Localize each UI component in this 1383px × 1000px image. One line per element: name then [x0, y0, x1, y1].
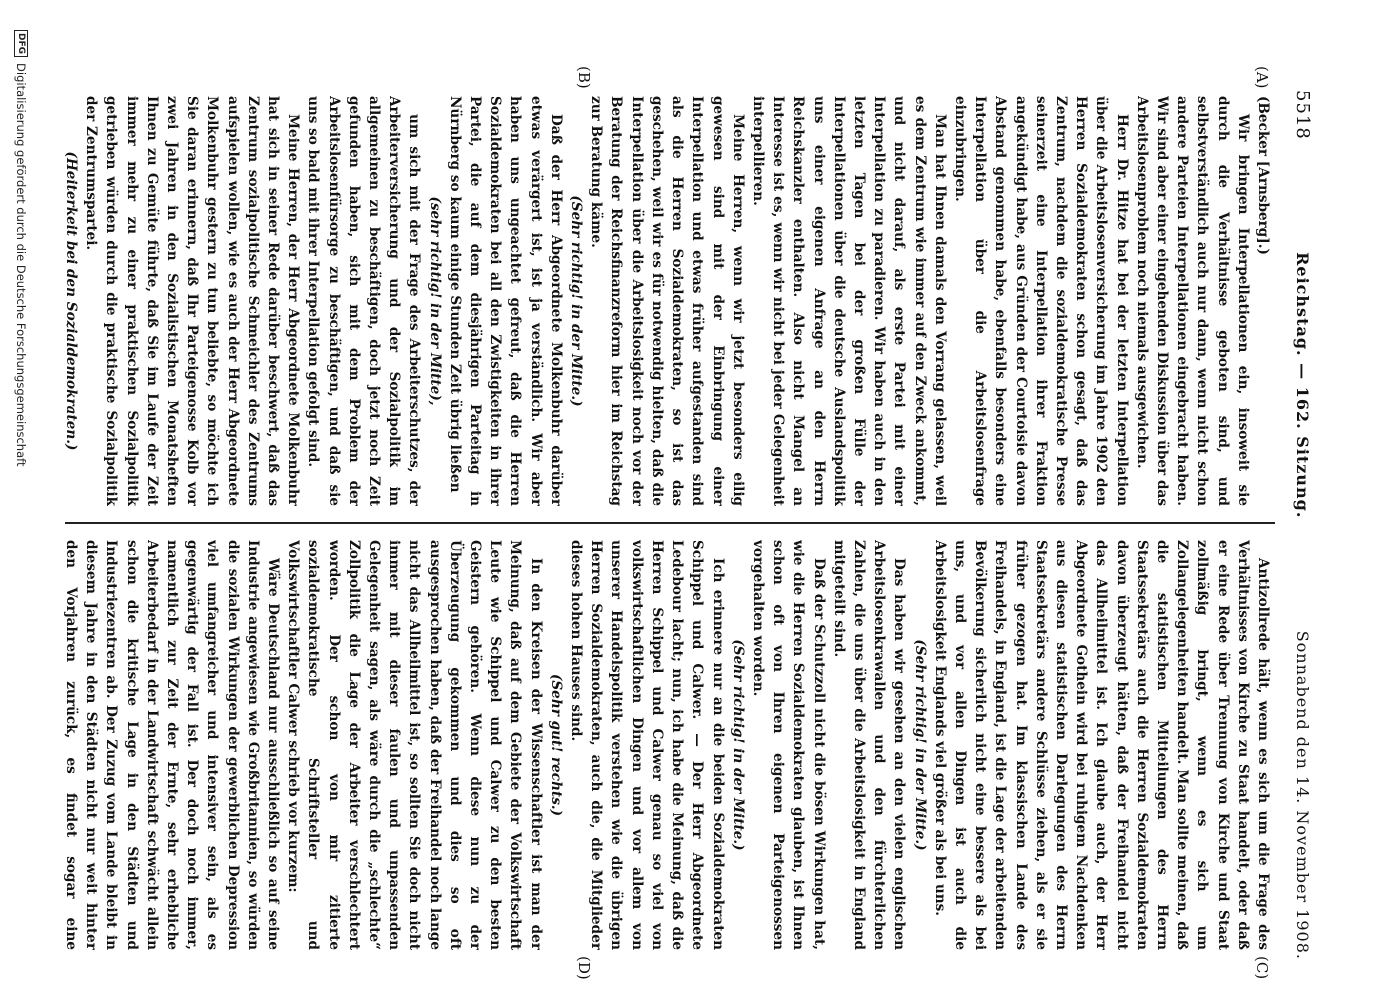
text-paragraph: Herr Dr. Hitze hat bei der letzten Interpellation über die Arbeitslosenversicherung im Jahre 1902 den Herren Sozialdemokraten schon gesagt, daß das Zentrum, nachdem die sozialdemokratische Presse seinerzeit eine Interpellation ihrer Fraktion angekündigt habe, aus Gründen der Courtoisie davon Abstand genommen habe, ebenfalls besonders eine Interpellation über die Arbeitslosenfrage einzubringen.: [951, 96, 1130, 506]
running-title: Reichstag. — 162. Sitzung.: [1293, 252, 1313, 519]
text-paragraph: um sich mit der Frage des Arbeiterschutzes, der Arbeiterversicherung und der Sozialpolitik im allgemeinen zu beschäftigen, doch jetzt noch Zeit gefunden haben, sich mit dem Problem der Arbeitslosenfürsorge zu beschäftigen, und daß sie uns so bald mit ihrer Interpellation gefolgt sind.: [305, 96, 423, 506]
dfg-logo: DFG: [14, 30, 28, 57]
interjection-remark: (Sehr richtig! in der Mitte.): [729, 639, 746, 851]
text-paragraph: Wir bringen Interpellationen ein, insoweit sie durch die Verhältnisse geboten sind, und selbstverständlich auch nur dann, wenn nicht schon andere Parteien Interpellationen eingebracht haben. Wir sind aber einer eingehenden Diskussion über das Arbeitslosenproblem noch niemals ausgewichen.: [1133, 96, 1251, 506]
page-header: [1283, 90, 1323, 960]
text-paragraph: Antizollrede hält, wenn es sich um die Frage des Verhältnisses von Kirche zu Staat handelt, oder daß er eine Rede über Trennung von Kirche und Staat zollmäßig bringt, wenn es sich um Zollangelegenheiten handelt. Man sollte meinen, daß die statistischen Mitteilungen des Herrn Staatssekretärs auch die Herren Sozialdemokraten davon überzeugt hätten, daß der Freihandel nicht das Allheilmittel ist. Ich glaube auch, der Herr Abgeordnete Gothein wird bei ruhigem Nachdenken aus diesen statistischen Darlegungen des Herrn Staatssekretärs andere Schlüsse ziehen, als er sie früher gezogen hat. Im klassischen Lande des Freihandels, in England, ist die Lage der arbeitenden Bevölkerung sicherlich nicht eine bessere als bei uns, und vor allen Dingen ist auch die Arbeitslosigkeit Englands viel größer als bei uns.: [931, 540, 1271, 950]
digitization-credit: Digitalisierung gefördert durch die Deutsche Forschungsgemeinschaft: [14, 63, 28, 467]
text-paragraph: Daß der Schutzzoll nicht die bösen Wirkungen hat, wie die Herren Sozialdemokraten glauben, ist Ihnen schon oft von Ihren eigenen Parteigenossen vorgehalten worden.: [749, 540, 827, 950]
interjection-remark: (Sehr richtig! in der Mitte.): [568, 195, 585, 407]
text-paragraph: Man hat Ihnen damals den Vorrang gelassen, weil es dem Zentrum wie immer auf den Zweck ankommt, und nicht darauf, als erste Partei mit einer Interpellation zu paradieren. Wir haben auch in den letzten Tagen bei der großen Fülle der Interpellationen über die deutsche Auslandspolitik uns einer eigenen Anfrage an den Herrn Reichskanzler enthalten. Also nicht Mangel an Interesse ist es, wenn wir nicht bei jeder Gelegenheit interpellieren.: [749, 96, 948, 506]
right-text-column: [63, 540, 1273, 950]
left-text-column: [63, 96, 1273, 506]
margin-letter-c: (C): [1253, 956, 1271, 980]
text-paragraph: Meine Herren, wenn wir jetzt besonders eilig gewesen sind mit der Einbringung einer Interpellation und etwas früher aufgestanden sind als die Herren Sozialdemokraten, so ist das geschehen, weil wir es für notwendig hielten, daß die Interpellation über die Arbeitslosigkeit noch vor der Beratung der Reichsfinanzreform hier im Reichstag zur Beratung käme.: [588, 96, 746, 506]
interjection-remark: (Heiterkeit bei den Sozialdemokraten.): [63, 151, 80, 451]
interjection-remark: (Sehr gut! rechts.): [547, 673, 564, 817]
page-number: 5518: [1292, 90, 1314, 140]
text-paragraph: In den Kreisen der Wissenschaftler ist man der Meinung, daß auf dem Gebiete der Volkswirtschaft Leute wie Schippel und Calwer zu den besten Geistern gehören. Wenn diese nun zu der Überzeugung gekommen und dies so oft ausgesprochen haben, daß der Freihandel noch lange nicht das Allheilmittel ist, so sollten Sie doch nicht immer mit dieser faulen und unpassenden Gelegenheit sagen, als wäre durch die „schlechte“ Zollpolitik die Lage der Arbeiter verschlechtert worden. Der schon von mir zitierte sozialdemokratische Schriftsteller und Volkswirtschaftler Calwer schrieb vor kurzem:: [285, 540, 544, 950]
interjection-remark: (Sehr richtig! in der Mitte.): [911, 639, 928, 851]
text-paragraph: Das haben wir gesehen an den vielen englischen Arbeitslosenkrawallen und den fürchterlichen Zahlen, die uns über die Arbeitslosigkeit in England mitgeteilt sind.: [830, 540, 908, 950]
margin-letter-d: (D): [575, 956, 593, 980]
speaker-name: (Becker [Arnsberg].): [1255, 96, 1271, 255]
text-paragraph: Meine Herren, der Herr Abgeordnete Molkenbuhr hat sich in seiner Rede darüber beschwert, daß das Zentrum sozialpolitische Schmeichler des Zentrums aufspielen wollen, wie es auch der Herr Abgeordnete Molkenbuhr gestern zu tun beliebte, so möchte ich Sie daran erinnern, daß Ihr Parteigenosse Kolb vor zwei Jahren in den Sozialistischen Monatsheften Ihnen zu Gemüte führte, daß Sie im Laufe der Zeit immer mehr zu einer praktischen Sozialpolitik getrieben würden durch die praktische Sozialpolitik der Zentrumspartei.: [83, 96, 302, 506]
interjection-remark: (sehr richtig! in der Mitte),: [426, 196, 443, 406]
text-paragraph: Daß der Herr Abgeordnete Molkenbuhr darüber etwas verärgert ist, ist ja verständlich. Wir aber haben uns ungeachtet gefreut, daß die Herren Sozialdemokraten bei all den Zwistigkeiten in ihrer Partei, die auf dem diesjährigen Parteitag in Nürnberg so kaum einige Stunden Zeit übrig ließen: [446, 96, 564, 506]
margin-letter-b: (B): [575, 66, 593, 89]
column-divider: [65, 522, 1275, 524]
margin-letter-a: (A): [1253, 66, 1271, 89]
text-paragraph: Ich erinnere nur an die beiden Sozialdemokraten Schippel und Calwer. — Der Herr Abgeordnete Ledebour lacht; nun, ich habe die Meinung, daß die Herren Schippel und Calwer genau so viel von volkswirtschaftlichen Dingen und vor allem von unserer Handelspolitik verstehen wie die übrigen Herren Sozialdemokraten, auch die, die Mitglieder dieses hohen Hauses sind.: [568, 540, 726, 950]
session-date: Sonnabend den 14. November 1908.: [1293, 630, 1313, 960]
page-footer: [14, 30, 28, 990]
text-paragraph: Wäre Deutschland nur ausschließlich so auf seine Industrie angewiesen wie Großbritannien, so würden die sozialen Wirkungen der gewerblichen Depression viel umfangreicher und intensiver sein, als es gegenwärtig der Fall ist. Der doch noch immer, namentlich zur Zeit der Ernte, sehr erhebliche Arbeiterbedarf in der Landwirtschaft schwächt allein schon die kritische Lage in den Städten und Industriezentren ab. Der Zuzug vom Lande bleibt in diesem Jahre in den Städten nicht nur weit hinter den Vorjahren zurück, es findet sogar eine: [63, 540, 282, 950]
